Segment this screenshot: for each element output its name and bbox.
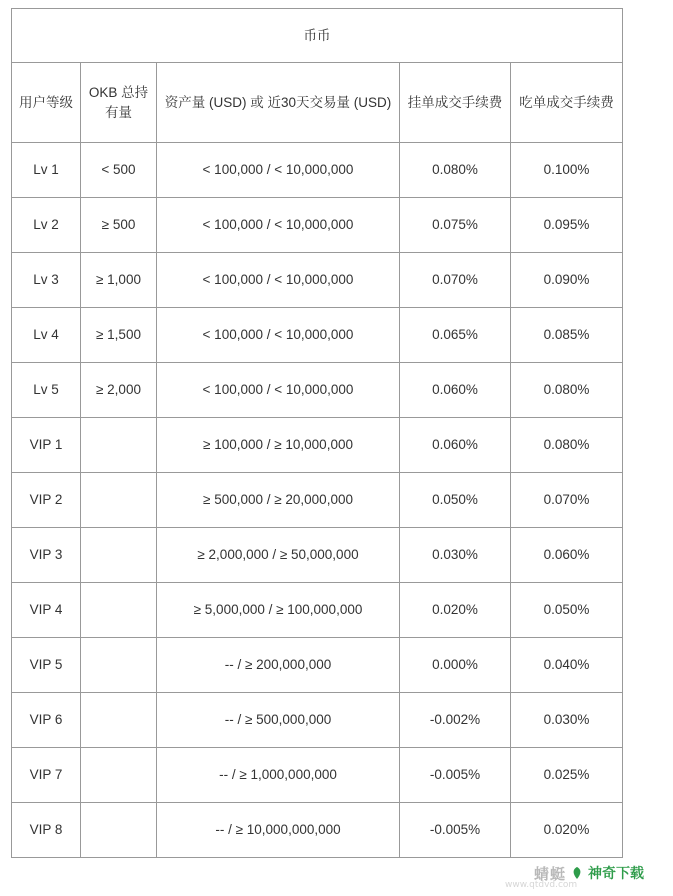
cell-taker-fee: 0.070% [511, 473, 623, 528]
header-okb-holdings: OKB 总持有量 [81, 63, 157, 143]
watermark-cn-text: 蜻蜓 [534, 864, 567, 883]
cell-user-level: VIP 5 [12, 638, 81, 693]
cell-assets-volume: < 100,000 / < 10,000,000 [157, 308, 400, 363]
header-taker-fee: 吃单成交手续费 [511, 63, 623, 143]
table-row [12, 308, 623, 363]
cell-maker-fee: 0.060% [400, 363, 511, 418]
cell-taker-fee: 0.060% [511, 528, 623, 583]
cell-user-level: Lv 2 [12, 198, 81, 253]
cell-maker-fee: 0.080% [400, 143, 511, 198]
header-maker-fee: 挂单成交手续费 [400, 63, 511, 143]
cell-user-level: Lv 3 [12, 253, 81, 308]
table-row [12, 418, 623, 473]
header-assets-volume: 资产量 (USD) 或 近30天交易量 (USD) [157, 63, 400, 143]
cell-okb-holdings [81, 693, 157, 748]
cell-maker-fee: 0.050% [400, 473, 511, 528]
cell-taker-fee: 0.030% [511, 693, 623, 748]
fee-table [11, 8, 623, 858]
cell-taker-fee: 0.100% [511, 143, 623, 198]
cell-taker-fee: 0.095% [511, 198, 623, 253]
header-user-level: 用户等级 [12, 63, 81, 143]
cell-okb-holdings [81, 638, 157, 693]
table-header-row [12, 63, 623, 143]
table-row [12, 638, 623, 693]
cell-okb-holdings: < 500 [81, 143, 157, 198]
table-row [12, 253, 623, 308]
table-body [12, 143, 623, 858]
cell-taker-fee: 0.020% [511, 803, 623, 858]
cell-user-level: VIP 3 [12, 528, 81, 583]
cell-okb-holdings: ≥ 2,000 [81, 363, 157, 418]
table-title: 币币 [12, 9, 623, 63]
table-row [12, 198, 623, 253]
cell-user-level: VIP 2 [12, 473, 81, 528]
cell-okb-holdings [81, 473, 157, 528]
cell-okb-holdings [81, 418, 157, 473]
table-row [12, 473, 623, 528]
table-row [12, 748, 623, 803]
cell-taker-fee: 0.040% [511, 638, 623, 693]
cell-assets-volume: < 100,000 / < 10,000,000 [157, 253, 400, 308]
cell-assets-volume: ≥ 5,000,000 / ≥ 100,000,000 [157, 583, 400, 638]
cell-okb-holdings: ≥ 1,500 [81, 308, 157, 363]
cell-user-level: VIP 7 [12, 748, 81, 803]
leaf-icon [570, 866, 584, 880]
cell-taker-fee: 0.025% [511, 748, 623, 803]
cell-taker-fee: 0.050% [511, 583, 623, 638]
cell-user-level: VIP 6 [12, 693, 81, 748]
cell-okb-holdings [81, 528, 157, 583]
cell-assets-volume: -- / ≥ 10,000,000,000 [157, 803, 400, 858]
cell-okb-holdings [81, 748, 157, 803]
cell-user-level: VIP 8 [12, 803, 81, 858]
cell-assets-volume: ≥ 100,000 / ≥ 10,000,000 [157, 418, 400, 473]
cell-maker-fee: -0.002% [400, 693, 511, 748]
cell-assets-volume: -- / ≥ 1,000,000,000 [157, 748, 400, 803]
cell-okb-holdings [81, 803, 157, 858]
table-row [12, 143, 623, 198]
cell-assets-volume: < 100,000 / < 10,000,000 [157, 143, 400, 198]
cell-okb-holdings: ≥ 500 [81, 198, 157, 253]
cell-maker-fee: -0.005% [400, 803, 511, 858]
cell-maker-fee: 0.075% [400, 198, 511, 253]
cell-taker-fee: 0.090% [511, 253, 623, 308]
cell-maker-fee: 0.020% [400, 583, 511, 638]
cell-taker-fee: 0.080% [511, 418, 623, 473]
cell-user-level: VIP 1 [12, 418, 81, 473]
cell-assets-volume: < 100,000 / < 10,000,000 [157, 198, 400, 253]
cell-okb-holdings [81, 583, 157, 638]
cell-assets-volume: ≥ 2,000,000 / ≥ 50,000,000 [157, 528, 400, 583]
cell-assets-volume: -- / ≥ 500,000,000 [157, 693, 400, 748]
cell-maker-fee: 0.065% [400, 308, 511, 363]
cell-user-level: Lv 5 [12, 363, 81, 418]
cell-assets-volume: ≥ 500,000 / ≥ 20,000,000 [157, 473, 400, 528]
table-row [12, 528, 623, 583]
cell-assets-volume: < 100,000 / < 10,000,000 [157, 363, 400, 418]
cell-maker-fee: 0.000% [400, 638, 511, 693]
cell-user-level: Lv 4 [12, 308, 81, 363]
watermark-brand-name: 神奇下载 [588, 866, 645, 882]
table-title-row [12, 9, 623, 63]
table-row [12, 583, 623, 638]
cell-taker-fee: 0.080% [511, 363, 623, 418]
table-row [12, 803, 623, 858]
cell-taker-fee: 0.085% [511, 308, 623, 363]
cell-maker-fee: 0.070% [400, 253, 511, 308]
cell-maker-fee: 0.030% [400, 528, 511, 583]
cell-user-level: VIP 4 [12, 583, 81, 638]
watermark-url: www.qtdvd.com [505, 880, 578, 890]
table-row [12, 693, 623, 748]
cell-maker-fee: 0.060% [400, 418, 511, 473]
cell-assets-volume: -- / ≥ 200,000,000 [157, 638, 400, 693]
table-row [12, 363, 623, 418]
cell-okb-holdings: ≥ 1,000 [81, 253, 157, 308]
cell-maker-fee: -0.005% [400, 748, 511, 803]
cell-user-level: Lv 1 [12, 143, 81, 198]
